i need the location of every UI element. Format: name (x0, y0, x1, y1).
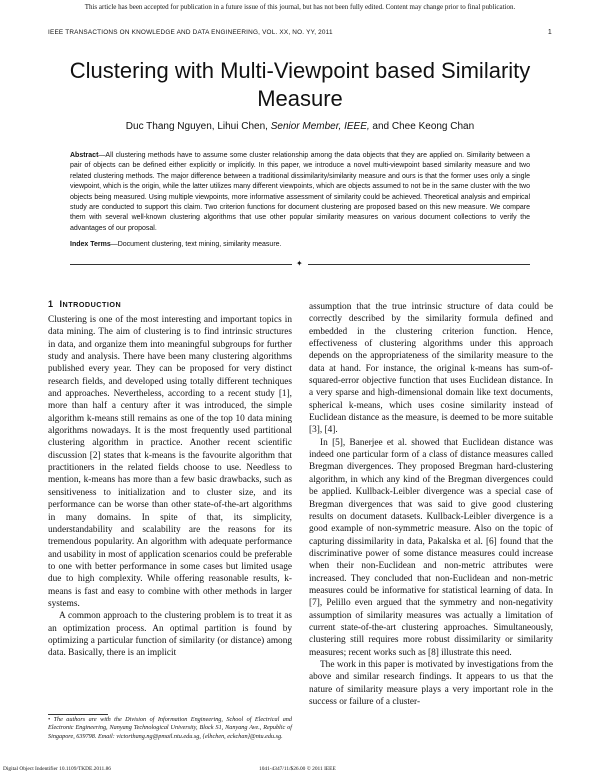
left-paragraph-2: A common approach to the clustering problem is to treat it as an optimization process. An optimal partition is found by optimizing a particular function of similarity (or distance) among data. Basically, there is an implicit (48, 611, 292, 659)
divider-diamond-icon: ✦ (296, 259, 303, 268)
section-number: 1 (48, 299, 54, 309)
abstract (70, 151, 530, 234)
section-title-initial: I (59, 299, 63, 309)
left-column (48, 314, 292, 660)
paper-title: Clustering with Multi-Viewpoint based Similarity Measure (69, 58, 531, 111)
publication-notice: This article has been accepted for publication in a future issue of this journal, but has not been fully edited. Content may change prior to final publication. (84, 3, 516, 11)
journal-name: IEEE TRANSACTIONS ON KNOWLEDGE AND DATA ENGINEERING, VOL. XX, NO. YY, 2011 (48, 29, 333, 36)
running-head (48, 29, 552, 36)
section-heading (48, 299, 121, 309)
left-paragraph-1: Clustering is one of the most interesting and important topics in data mining. The aim of clustering is to find intrinsic structures in data, and organize them into meaningful subgroups for further study and analysis. There have been many clustering algorithms published every year. They can be proposed for very distinct research fields, and developed using totally different techniques and approaches. Nevertheless, according to a recent study [1], more than half a century after it was introduced, the simple algorithm k-means still remains as one of the top 10 data mining algorithms nowadays. It is the most frequently used partitional clustering algorithm in practice. Another recent scientific discussion [2] states that k-means is the favourite algorithm that practitioners in the related fields choose to use. Needless to mention, k-means has more than a few basic drawbacks, such as sensitiveness to initialization and to cluster size, and its performance can be worse than other state-of-the-art algorithms in many domains. In spite of that, its simplicity, understandability and scalability are the reasons for its tremendous popularity. An algorithm with adequate performance and usability in most of application scenarios could be preferable to one with better performance in some cases but limited usage due to high complexity. While offering reasonable results, k-means is fast and easy to combine with other methods in larger systems. (48, 315, 292, 609)
author-footnote: • The authors are with the Division of Information Engineering, School of Electrical and Electronic Engineering, Nanyang Technological University, Block S1, Nanyang Ave., Republic of Singapore, 639798. Email: victorthang.ng@pmail.ntu.edu.sg, {elhchen, eckchan}@ntu.edu.sg. (48, 716, 292, 740)
author-membership: Senior Member, IEEE, (270, 121, 370, 132)
section-divider (70, 260, 530, 268)
abstract-label: Abstract (70, 152, 99, 159)
authors-last: and Chee Keong Chan (369, 121, 475, 132)
authors-first: Duc Thang Nguyen, Lihui Chen, (125, 121, 271, 132)
footnote-rule (48, 714, 108, 715)
section-title-rest: NTRODUCTION (62, 300, 122, 309)
index-terms-text: —Document clustering, text mining, similarity measure. (110, 241, 282, 248)
page-number: 1 (547, 29, 552, 36)
abstract-text: —All clustering methods have to assume some cluster relationship among the data objects that they are applied on. Similarity between a pair of objects can be defined either explicitly or implicitly. In this paper, we introduce a novel multi-viewpoint based similarity measure and two related clustering methods. The major difference between a traditional dissimilarity/similarity measure and ours is that the former uses only a single viewpoint, which is the origin, while the latter utilizes many different viewpoints, which are objects assumed to not be in the same cluster with the two objects being measured. Using multiple viewpoints, more informative assessment of similarity could be achieved. Theoretical analysis and empirical study are conducted to support this claim. Two criterion functions for document clustering are proposed based on this new measure. We compare them with several well-known clustering algorithms that use other popular similarity measures on various document collections to verify the advantages of our proposal. (70, 152, 530, 232)
index-terms (70, 241, 530, 248)
right-paragraph-3: The work in this paper is motivated by investigations from the above and similar research findings. It appears to us that the nature of similarity measure plays a very important role in the success or failure of a cluster- (309, 659, 553, 707)
divider-line-right (308, 264, 530, 265)
author-line (40, 121, 560, 132)
index-terms-label: Index Terms (70, 241, 111, 248)
right-column (309, 301, 553, 708)
divider-line-left (70, 264, 292, 265)
right-paragraph-1: assumption that the true intrinsic structure of data could be correctly described by the similarity formula defined and embedded in the clustering criterion function. Hence, effectiveness of clustering algorithms under this approach depends on the appropriateness of the similarity measure to the data at hand. For instance, the original k-means has sum-of-squared-error objective function that uses Euclidean distance. In a very sparse and high-dimensional domain like text documents, spherical k-means, which uses cosine similarity instead of Euclidean distance as the measure, is deemed to be more suitable [3], [4]. (309, 302, 553, 436)
doi-text: Digital Object Indentifier 10.1109/TKDE.2011.86 (3, 766, 111, 772)
right-paragraph-2: In [5], Banerjee et al. showed that Euclidean distance was indeed one particular form of a class of distance measures called Bregman divergences. They proposed Bregman hard-clustering algorithm, in which any kind of the Bregman divergences could be applied. Kullback-Leibler divergence was a special case of Bregman divergences that was said to give good clustering results on document datasets. Kullback-Leibler divergence is a good example of non-symmetric measure. Also on the topic of capturing dissimilarity in data, Pakalska et al. [6] found that the discriminative power of some distance measures could increase when their non-Euclidean and non-metric attributes were increased. They concluded that non-Euclidean and non-metric measures could be informative for statistical learning of data. In [7], Pelillo even argued that the symmetry and non-negativity assumption of similarity measures was actually a limitation of current state-of-the-art clustering approaches. Simultaneously, clustering still requires more robust dissimilarity or similarity measures; recent works such as [8] illustrate this need. (309, 437, 553, 658)
copyright-text: 1041-4347/11/$26.00 © 2011 IEEE (259, 766, 336, 772)
